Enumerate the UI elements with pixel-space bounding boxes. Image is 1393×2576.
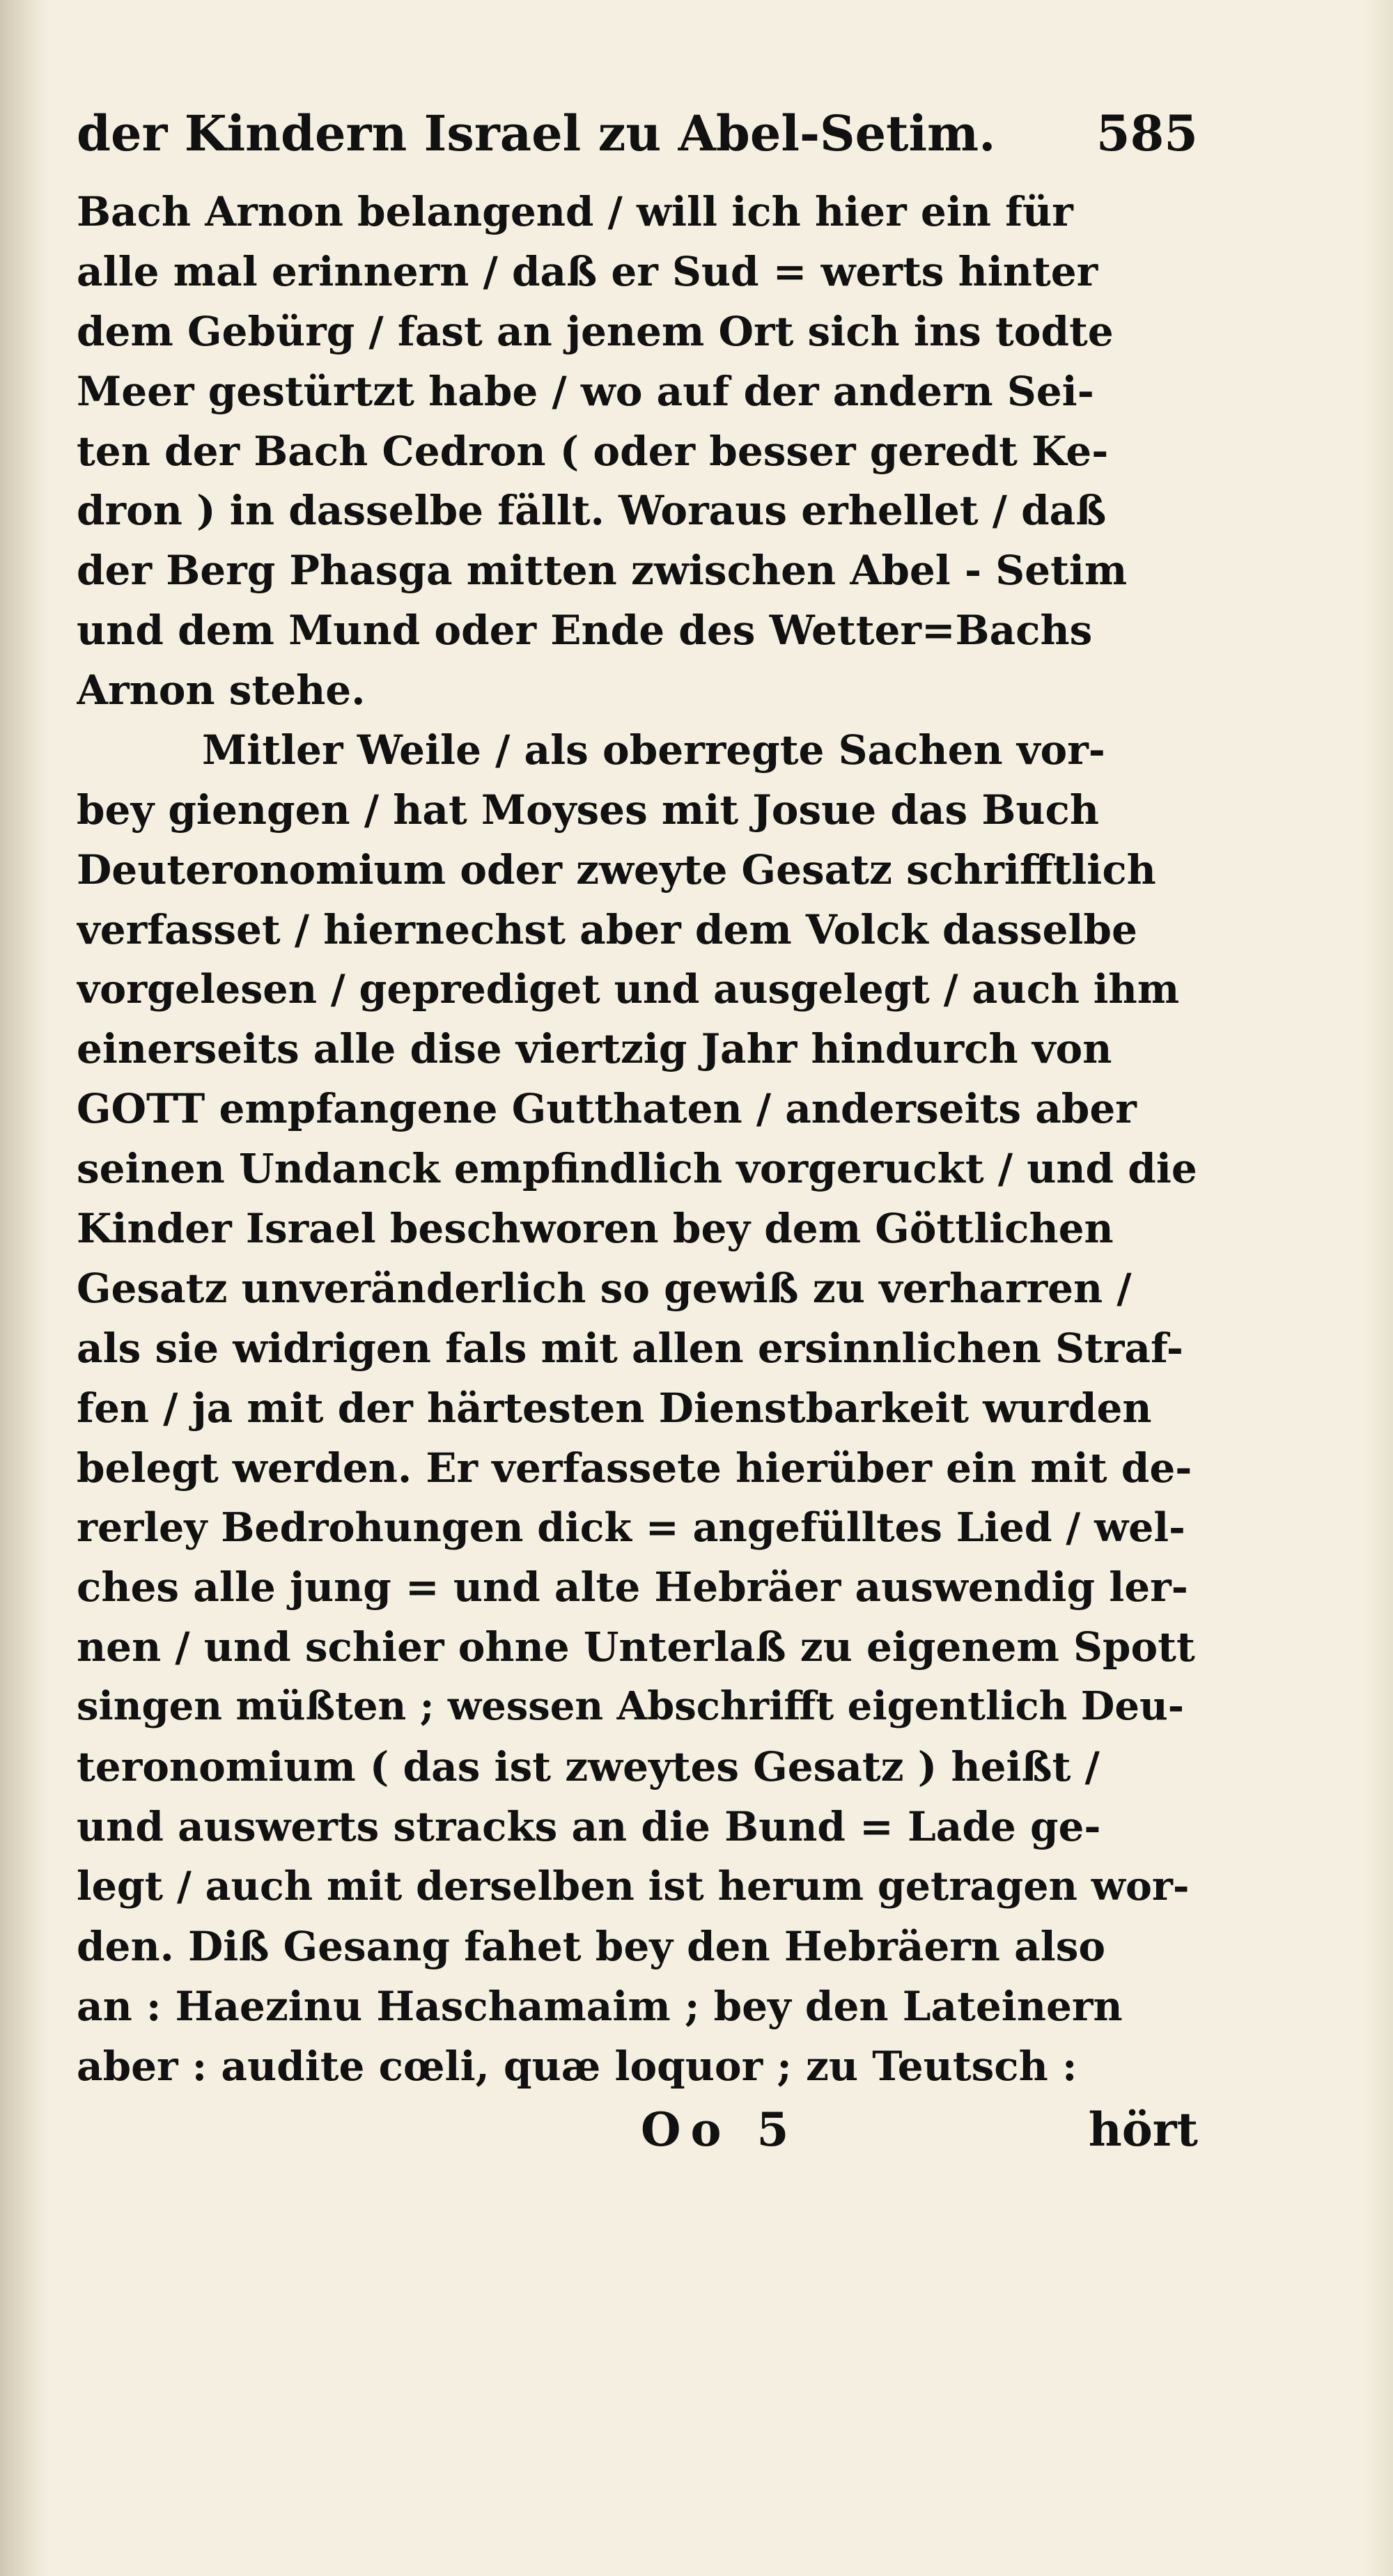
text-block bbox=[77, 104, 1198, 2172]
signature-mark: Oo 5 bbox=[641, 2102, 799, 2157]
text-line-content: einerseits alle dise viertzig Jahr hindurch von bbox=[77, 1025, 1112, 1073]
text-line bbox=[77, 966, 1198, 1026]
text-line-content: und auswerts stracks an die Bund = Lade ge- bbox=[77, 1803, 1101, 1851]
text-line bbox=[77, 1923, 1198, 1983]
text-line-content: singen müßten ; wessen Abschrifft eigentlich Deu- bbox=[77, 1683, 1184, 1730]
catchword: hört bbox=[1088, 2102, 1198, 2157]
text-line-content: alle mal erinnern / daß er Sud = werts hinter bbox=[77, 247, 1098, 295]
text-line-content: teronomium ( das ist zweytes Gesatz ) heißt / bbox=[77, 1743, 1100, 1791]
text-line bbox=[77, 1623, 1198, 1683]
text-line-content: Gesatz unveränderlich so gewiß zu verharren / bbox=[77, 1265, 1132, 1313]
text-line bbox=[77, 368, 1198, 428]
text-line bbox=[77, 2043, 1198, 2102]
text-line bbox=[77, 1983, 1198, 2043]
text-line-content: Arnon stehe. bbox=[77, 666, 366, 715]
text-line bbox=[77, 487, 1198, 547]
page-footer bbox=[77, 2102, 1198, 2172]
text-line-content: dem Gebürg / fast an jenem Ort sich ins todte bbox=[77, 307, 1114, 355]
text-line bbox=[77, 1325, 1198, 1384]
text-line bbox=[77, 1444, 1198, 1504]
text-line bbox=[77, 1025, 1198, 1085]
text-line-content: seinen Undanck empfindlich vorgeruckt / und die bbox=[77, 1145, 1197, 1193]
page-edge bbox=[1365, 0, 1393, 2576]
text-line-content: an : Haezinu Haschamaim ; bey den Lateinern bbox=[77, 1982, 1123, 2030]
text-line bbox=[77, 666, 1198, 726]
text-line-content: dron ) in dasselbe fällt. Woraus erhellet / daß bbox=[77, 487, 1107, 535]
page-number: 585 bbox=[1096, 104, 1198, 162]
text-line-content: verfasset / hiernechst aber dem Volck dasselbe bbox=[77, 905, 1137, 953]
text-line bbox=[77, 1085, 1198, 1145]
text-line bbox=[77, 786, 1198, 846]
text-line bbox=[77, 1145, 1198, 1205]
text-line-content: und dem Mund oder Ende des Wetter=Bachs bbox=[77, 607, 1093, 655]
text-line bbox=[77, 846, 1198, 906]
text-line bbox=[77, 1683, 1198, 1743]
running-title: der Kindern Israel zu Abel-Setim. bbox=[77, 104, 996, 162]
text-line-content: rerley Bedrohungen dick = angefülltes Lied / wel- bbox=[77, 1504, 1185, 1551]
text-line bbox=[77, 906, 1198, 966]
text-line bbox=[77, 428, 1198, 487]
text-line bbox=[77, 1205, 1198, 1265]
text-line bbox=[77, 1504, 1198, 1564]
text-line-content: der Berg Phasga mitten zwischen Abel - Setim bbox=[77, 547, 1128, 595]
binding-gutter bbox=[0, 0, 49, 2576]
text-line bbox=[77, 308, 1198, 368]
text-line-content: Bach Arnon belangend / will ich hier ein für bbox=[77, 188, 1073, 235]
running-header bbox=[77, 104, 1198, 188]
text-line bbox=[77, 1803, 1198, 1863]
text-line-content: vorgelesen / geprediget und ausgelegt / auch ihm bbox=[77, 965, 1180, 1013]
text-line-content: nen / und schier ohne Unterlaß zu eigenem Spott bbox=[77, 1623, 1195, 1671]
text-line-content: ches alle jung = und alte Hebräer auswendig ler- bbox=[77, 1563, 1188, 1611]
text-line-content: Meer gestürtzt habe / wo auf der andern Sei- bbox=[77, 367, 1094, 415]
text-line-content: legt / auch mit derselben ist herum getragen wor- bbox=[77, 1862, 1190, 1910]
text-line bbox=[77, 1563, 1198, 1623]
text-line bbox=[77, 1384, 1198, 1444]
text-line bbox=[77, 1743, 1198, 1803]
text-line-content: als sie widrigen fals mit allen ersinnlichen Straf- bbox=[77, 1324, 1183, 1372]
paragraph-first-line bbox=[77, 726, 1198, 786]
text-line-content: den. Diß Gesang fahet bey den Hebräern also bbox=[77, 1922, 1106, 1970]
text-line bbox=[77, 547, 1198, 607]
text-line bbox=[77, 188, 1198, 248]
text-line-content: fen / ja mit der härtesten Dienstbarkeit wurden bbox=[77, 1384, 1152, 1432]
text-line-content: Mitler Weile / als oberregte Sachen vor- bbox=[202, 726, 1105, 774]
text-line-content: GOTT empfangene Gutthaten / anderseits aber bbox=[77, 1085, 1137, 1133]
text-line-content: ten der Bach Cedron ( oder besser geredt Ke- bbox=[77, 427, 1109, 475]
text-line-content: belegt werden. Er verfassete hierüber ein mit de- bbox=[77, 1444, 1192, 1492]
text-line-content: bey giengen / hat Moyses mit Josue das Buch bbox=[77, 786, 1100, 834]
text-line bbox=[77, 1265, 1198, 1325]
text-line bbox=[77, 1863, 1198, 1923]
text-line-content: aber : audite cœli, quæ loquor ; zu Teutsch : bbox=[77, 2042, 1077, 2090]
text-line bbox=[77, 248, 1198, 308]
text-line-content: Kinder Israel beschworen bey dem Göttlichen bbox=[77, 1205, 1114, 1253]
text-line-content: Deuteronomium oder zweyte Gesatz schrifftlich bbox=[77, 845, 1156, 893]
text-line bbox=[77, 607, 1198, 666]
